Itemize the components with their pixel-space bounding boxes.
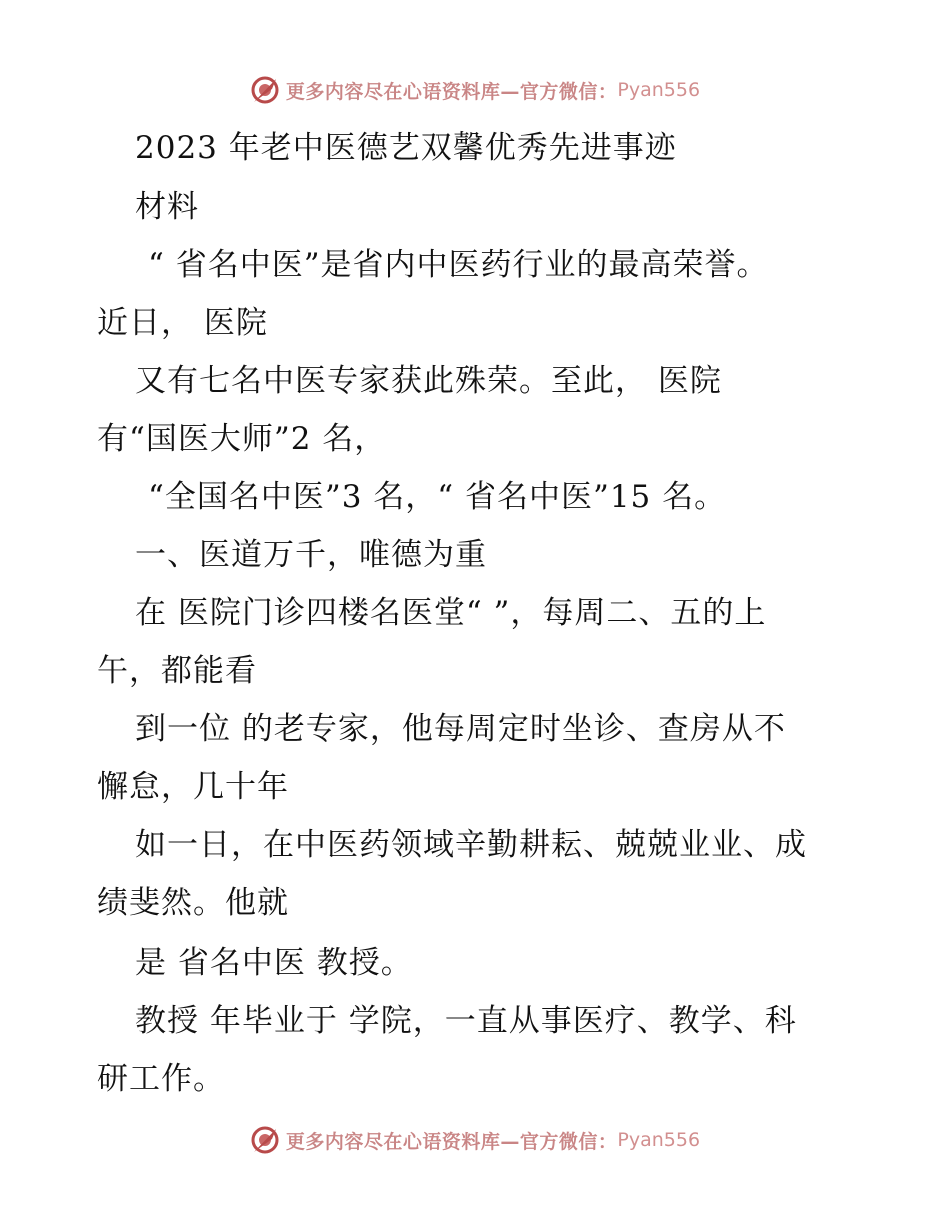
- section-heading: 一、医道万千，唯德为重: [135, 537, 487, 573]
- quill-circle-logo-icon: [250, 75, 280, 105]
- paragraph-line: 到一位 的老专家，他每周定时坐诊、查房从不: [135, 711, 786, 747]
- paragraph-line: 懈怠，几十年: [97, 769, 289, 805]
- paragraph-line: 午，都能看: [97, 653, 257, 689]
- paragraph-line: “ 省名中医”是省内中医药行业的最高荣誉。: [148, 247, 769, 283]
- watermark-text: 更多内容尽在心语资料库—官方微信：: [285, 1130, 618, 1153]
- paragraph-line: 又有七名中医专家获此殊荣。至此， 医院: [135, 363, 722, 399]
- document-title-continuation: 材料: [135, 189, 199, 225]
- paragraph-line: 如一日，在中医药领域辛勤耕耘、兢兢业业、成: [135, 827, 807, 863]
- paragraph-line: 有“国医大师”2 名，: [97, 421, 387, 457]
- watermark-text: 更多内容尽在心语资料库—官方微信：: [285, 80, 618, 103]
- document-title: 2023 年老中医德艺双馨优秀先进事迹: [135, 130, 677, 166]
- watermark-header: [0, 70, 950, 110]
- paragraph-line: “全国名中医”3 名，“ 省名中医”15 名。: [148, 479, 727, 515]
- watermark-wechat-id: Pyan556: [617, 79, 701, 101]
- watermark-footer: [0, 1120, 950, 1160]
- paragraph-line: 是 省名中医 教授。: [135, 945, 413, 981]
- watermark-wechat-id: Pyan556: [617, 1129, 701, 1151]
- paragraph-line: 绩斐然。他就: [97, 885, 289, 921]
- paragraph-line: 研工作。: [97, 1061, 225, 1097]
- paragraph-line: 近日， 医院: [97, 305, 268, 341]
- paragraph-line: 教授 年毕业于 学院，一直从事医疗、教学、科: [135, 1003, 797, 1039]
- paragraph-line: 在 医院门诊四楼名医堂“ ”，每周二、五的上: [135, 595, 767, 631]
- quill-circle-logo-icon: [250, 1125, 280, 1155]
